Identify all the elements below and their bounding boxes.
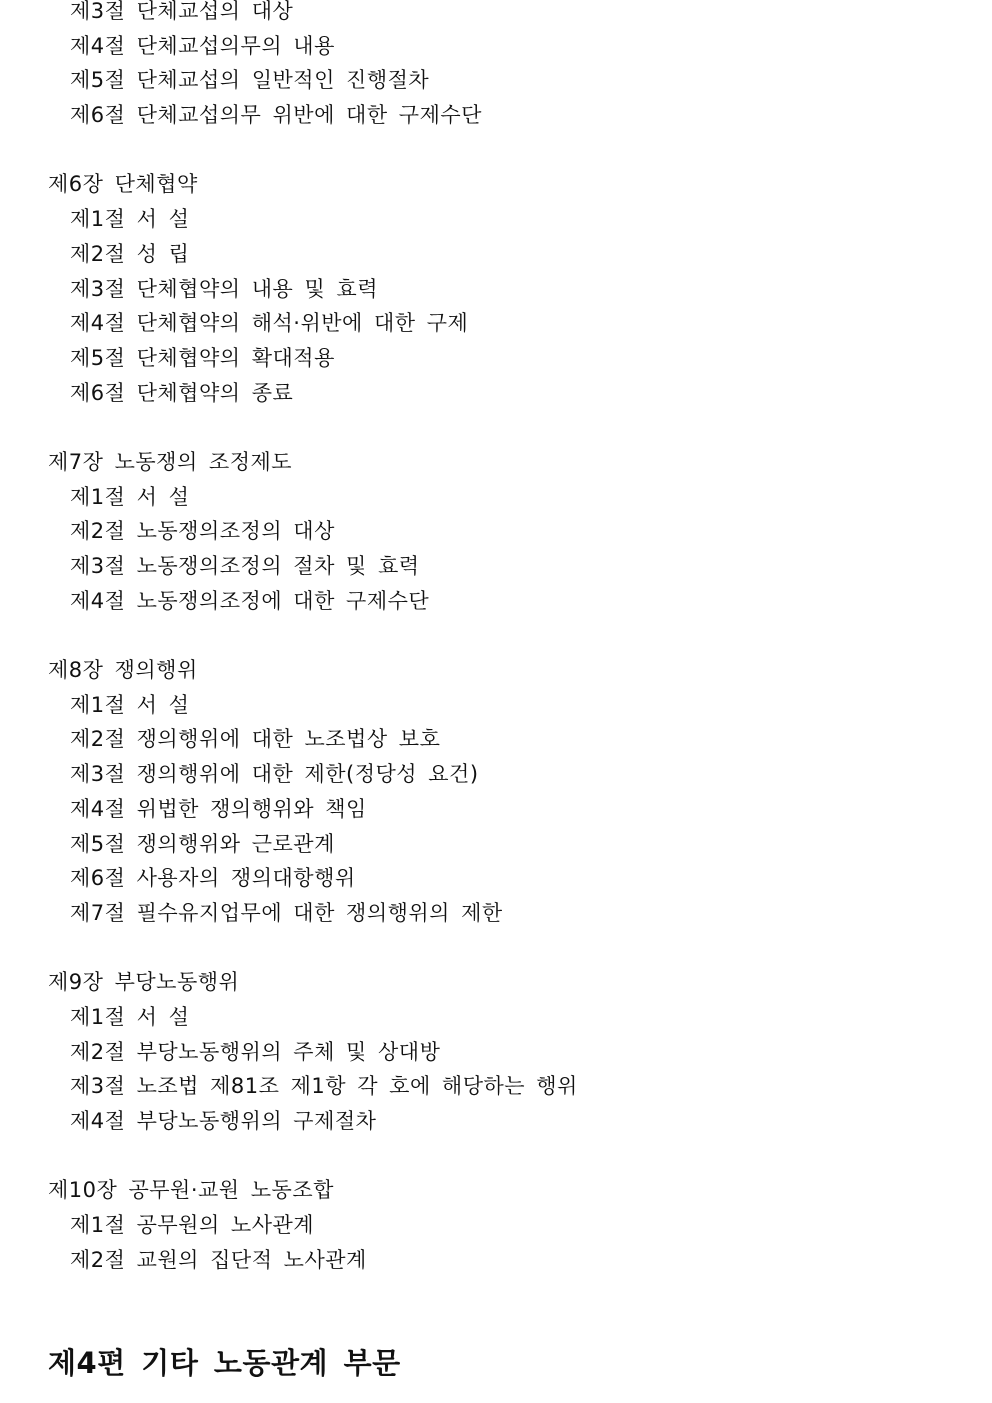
- chapter-heading: 제7장 노동쟁의 조정제도: [48, 449, 293, 474]
- section-item: 제3절 단체협약의 내용 및 효력: [70, 276, 378, 301]
- section-item: 제2절 부당노동행위의 주체 및 상대방: [70, 1039, 441, 1064]
- chapter-heading: 제10장 공무원·교원 노동조합: [48, 1178, 334, 1203]
- blank-line: [48, 931, 948, 966]
- part-title: 제4편 기타 노동관계 부문: [48, 1346, 401, 1380]
- section-item: 제6절 단체교섭의무 위반에 대한 구제수단: [70, 103, 482, 128]
- section-item: 제5절 쟁의행위와 근로관계: [70, 831, 335, 856]
- section-item: 제1절 서 설: [70, 207, 190, 232]
- section-item: 제1절 서 설: [70, 1004, 190, 1029]
- section-item: 제1절 서 설: [70, 484, 190, 509]
- blank-line: [48, 1139, 948, 1174]
- section-item: 제4절 단체협약의 해석·위반에 대한 구제: [70, 311, 469, 336]
- section-item: 제5절 단체협약의 확대적용: [70, 345, 335, 370]
- section-item: 제4절 위법한 쟁의행위와 책임: [70, 796, 367, 821]
- section-item: 제3절 노조법 제81조 제1항 각 호에 해당하는 행위: [70, 1074, 578, 1099]
- table-of-contents: [48, 0, 948, 1277]
- section-item: 제7절 필수유지업무에 대한 쟁의행위의 제한: [70, 900, 503, 925]
- chapter-heading: 제8장 쟁의행위: [48, 658, 198, 683]
- chapter-heading: 제6장 단체협약: [48, 172, 198, 197]
- blank-line: [48, 133, 948, 168]
- section-item: 제6절 사용자의 쟁의대항행위: [70, 866, 356, 891]
- section-item: 제1절 서 설: [70, 692, 190, 717]
- section-item: 제4절 노동쟁의조정에 대한 구제수단: [70, 588, 430, 613]
- section-item: 제6절 단체협약의 종료: [70, 380, 294, 405]
- section-item: 제4절 부당노동행위의 구제절차: [70, 1109, 377, 1133]
- blank-line: [48, 410, 948, 445]
- section-item: 제5절 단체교섭의 일반적인 진행절차: [70, 68, 430, 93]
- section-item: 제3절 단체교섭의 대상: [70, 0, 294, 23]
- section-item: 제3절 쟁의행위에 대한 제한(정당성 요건): [70, 762, 479, 787]
- section-item: 제4절 단체교섭의무의 내용: [70, 33, 335, 58]
- section-item: 제2절 성 립: [70, 241, 190, 266]
- section-item: 제2절 교원의 집단적 노사관계: [70, 1247, 367, 1272]
- section-item: 제3절 노동쟁의조정의 절차 및 효력: [70, 554, 420, 578]
- chapter-heading: 제9장 부당노동행위: [48, 970, 240, 995]
- section-item: 제2절 쟁의행위에 대한 노조법상 보호: [70, 727, 441, 752]
- blank-line: [48, 618, 948, 653]
- section-item: 제1절 공무원의 노사관계: [70, 1213, 315, 1238]
- section-item: 제2절 노동쟁의조정의 대상: [70, 519, 335, 544]
